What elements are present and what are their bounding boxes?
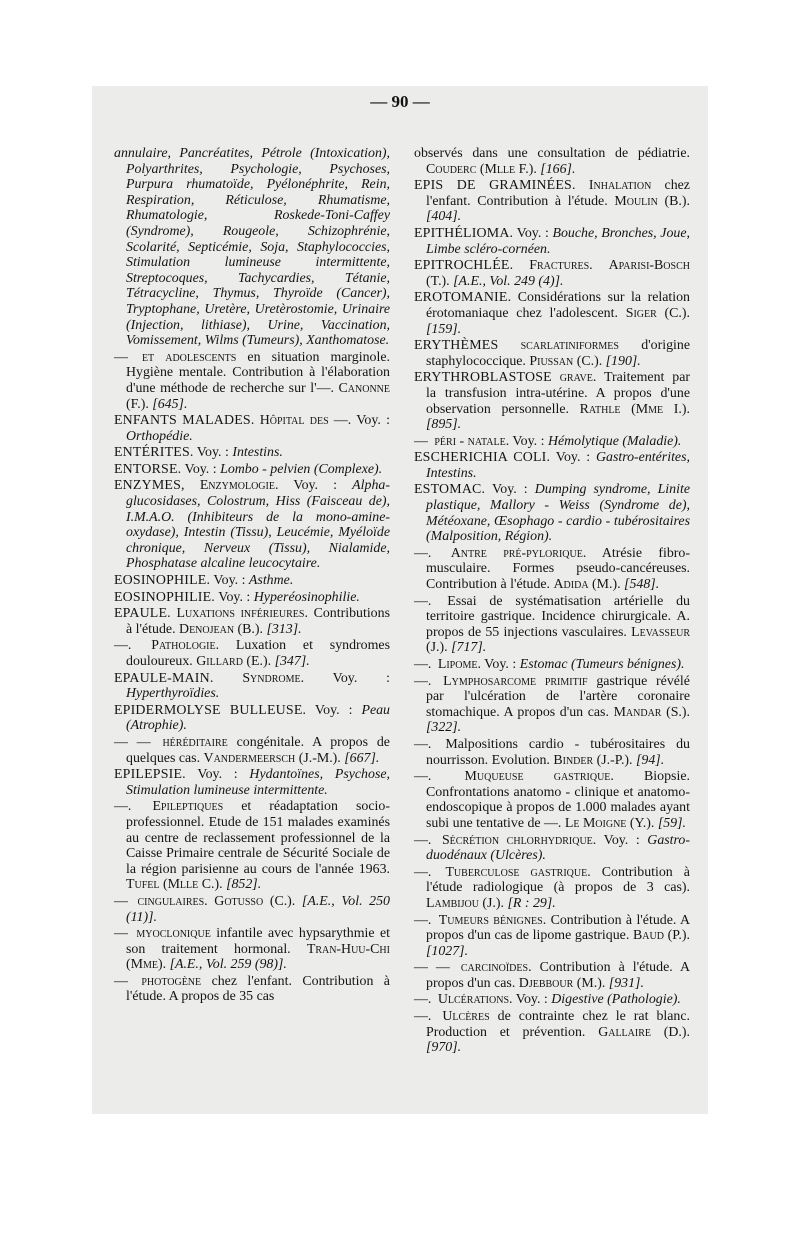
entry-italic-terms: Dumping syndrome, Linite plastique, Mallory - Weiss (Syndrome de), Météoxane, Œsophago - cardio - tubérositaires (Malposition, Région). — [426, 482, 690, 545]
entry-reference: [59]. — [657, 815, 686, 831]
entry-text: Essai de systématisation artérielle du territoire gastrique. Incidence chirurgicale. A. propos de 55 injections vasculaires. — [426, 593, 690, 640]
entry-author: Adida (M.). — [553, 577, 621, 593]
entry-dash: —. — [414, 1009, 432, 1025]
entry-reference: [313]. — [266, 621, 302, 637]
entry-italic-terms: annulaire, Pancréatites, Pétrole (Intoxication), Polyarthrites, Psychologie, Psychoses, Purpura rhumatoïde, Pyélonéphrite, Rein, Respiration, Réticulose, Rhumatisme, Rhumatologie, Roskede-Toni-Caffey (Syndrome), Rougeole, Schizophrénie, Scolarité, Septicémie, Soja, Staphylococcies, Stimulation lumineuse intermittente, Streptocoques, Tachycardies, Tétanie, Tétracycline, Thymus, Thyroïde (Cancer), Tryptophane, Uretère, Uretèrostomie, Urinaire (Injection, lithiase), Urine, Vaccination, Vomissement, Wilms (Tumeurs), Xanthomatose. — [114, 146, 390, 349]
entry-headword: EPITHÉLIOMA. — [414, 225, 514, 241]
entry-author: Baud (P.). — [632, 928, 690, 944]
entry-italic-terms: Asthme. — [248, 573, 294, 589]
left-column — [114, 146, 390, 1006]
entry-see-also: Voy. : — [516, 225, 549, 241]
entry-subheading: Lymphosarcome primitif — [443, 673, 588, 689]
entry-headword: ENTÉRITES. — [114, 445, 194, 461]
entry-reference: [A.E., Vol. 250 (11)]. — [126, 893, 390, 925]
entry-dash: —. — [414, 545, 432, 561]
index-entry — [114, 590, 390, 606]
index-entry — [114, 671, 390, 702]
entry-subheading: Tumeurs bénignes. — [438, 912, 547, 928]
entry-author: Gallaire (D.). — [598, 1024, 690, 1040]
index-entry — [414, 370, 690, 432]
index-entry — [414, 338, 690, 369]
entry-dash: — — [114, 926, 128, 942]
index-entry — [414, 178, 690, 225]
entry-see-also: Voy. : — [515, 992, 548, 1008]
entry-dash: —. — [414, 736, 432, 752]
entry-headword: EPAULE. — [114, 606, 171, 622]
entry-headword: ENFANTS MALADES. — [114, 413, 255, 429]
entry-subheading: Tuberculose gastrique. — [445, 864, 591, 880]
index-entry — [114, 735, 390, 766]
entry-see-also: Voy. : — [356, 413, 390, 429]
entry-text: Considérations sur la relation érotomaniaque chez l'adolescent. — [426, 290, 690, 321]
entry-subheading: Lipome. — [437, 657, 481, 672]
entry-text: et réadaptation socio-professionnel. Etude de 151 malades examinés au centre de reclassement professionnel de la Caisse Primaire centrale de Sécurité Sociale de la région parisienne au cours de l'année 1963. — [126, 799, 390, 877]
entry-reference: [645]. — [152, 396, 188, 412]
entry-author: Le Moigne (Y.). — [564, 815, 655, 831]
index-entry — [114, 350, 390, 412]
entry-headword: EPIDERMOLYSE BULLEUSE. — [114, 702, 307, 718]
entry-italic-terms: Hydantoïnes, Psychose, Stimulation lumineuse intermittente. — [126, 767, 390, 798]
entry-reference: [1027]. — [426, 943, 469, 959]
index-entry — [114, 894, 390, 925]
entry-text: Malpositions cardio - tubérositaires du nourrisson. Evolution. — [426, 736, 690, 768]
entry-text: Biopsie. Confrontations anatomo - clinique et anatomo-endoscopique à propos de 1.000 malades ayant subi une tentative de —. — [426, 769, 690, 831]
entry-author: Gotusso (C.). — [214, 893, 296, 909]
entry-reference: [931]. — [608, 975, 644, 991]
entry-text: Traitement par la transfusion intra-utérine. A propos d'une observation personnelle. — [426, 370, 690, 417]
entry-subheading: Sécrétion chlorhydrique. — [441, 832, 597, 848]
index-entry — [114, 974, 390, 1005]
index-entry — [414, 226, 690, 257]
entry-reference: [166]. — [540, 161, 576, 177]
index-entry — [114, 573, 390, 589]
entry-headword: ERYTHÈMES — [414, 338, 499, 354]
entry-text: gastrique révélé par l'ulcération de l'artère coronaire stomachique. A propos d'un cas. — [426, 673, 690, 720]
entry-see-also: Voy. : — [218, 589, 251, 605]
entry-subheading: Epileptiques — [152, 799, 224, 815]
entry-author: Denojean (B.). — [179, 621, 264, 637]
entry-subheading: Inhalation — [588, 178, 652, 194]
entry-reference: [548]. — [624, 577, 660, 593]
entry-dash: —. — [414, 673, 432, 689]
entry-subheading: héréditaire — [162, 734, 228, 750]
entry-italic-terms: Bouche, Bronches, Joue, Limbe scléro-cornéen. — [426, 225, 690, 257]
entry-headword: ENTORSE. — [114, 461, 182, 477]
entry-see-also: Voy. : — [555, 450, 591, 466]
entry-headword: EPIS DE GRAMINÉES. — [414, 178, 576, 194]
index-entry — [114, 799, 390, 893]
index-entry — [114, 462, 390, 478]
entry-text: chez l'enfant. Contribution à l'étude. A propos de 35 cas — [126, 973, 390, 1005]
entry-see-also: Voy. : — [332, 670, 390, 686]
entry-reference: [667]. — [344, 750, 380, 766]
entry-see-also: Voy. : — [197, 767, 238, 783]
entry-dash: — — [414, 433, 428, 449]
entry-subheading: photogène — [141, 973, 202, 989]
entry-reference: [A.E., Vol. 249 (4)]. — [453, 273, 564, 289]
entry-italic-terms: Peau (Atrophie). — [126, 702, 390, 734]
index-entry — [114, 445, 390, 461]
entry-see-also: Voy. : — [484, 657, 517, 672]
right-column — [414, 146, 690, 1057]
entry-author: Mandar (S.). — [613, 704, 690, 720]
entry-headword: ESCHERICHIA COLI. — [414, 450, 551, 466]
entry-subheading: Luxations inférieures. — [176, 606, 308, 622]
index-entry — [414, 960, 690, 991]
index-entry — [414, 594, 690, 656]
entry-italic-terms: Orthopédie. — [126, 428, 193, 444]
entry-reference: [895]. — [426, 417, 462, 433]
entry-subheading: Fractures. — [529, 258, 593, 274]
entry-italic-terms: Digestive (Pathologie). — [551, 992, 681, 1008]
entry-dash: — — — [114, 734, 151, 750]
entry-subheading: Syndrome. — [242, 670, 305, 686]
entry-italic-terms: Intestins. — [232, 445, 283, 461]
entry-see-also: Voy. : — [293, 478, 338, 494]
index-entry — [414, 674, 690, 736]
entry-headword: EPITROCHLÉE. — [414, 258, 514, 274]
entry-italic-terms: Gastro-entérites, Intestins. — [426, 450, 690, 481]
entry-dash: — — [114, 349, 128, 365]
entry-author: Rathle (Mme I.). — [579, 401, 690, 417]
index-entry — [414, 865, 690, 912]
entry-author: Piussan (C.). — [529, 353, 603, 369]
entry-subheading: Ulcères — [442, 1009, 490, 1025]
entry-text: infantile avec hypsarythmie et son traitement hormonal. — [126, 926, 391, 957]
index-entry — [414, 833, 690, 864]
entry-see-also: Voy. : — [603, 832, 640, 848]
entry-italic-terms: Hyperéosinophilie. — [253, 589, 360, 605]
index-entry — [114, 146, 390, 349]
index-entry — [414, 737, 690, 768]
entry-subheading: Pathologie. — [151, 638, 220, 654]
index-entry — [414, 482, 690, 544]
index-entry — [114, 413, 390, 444]
entry-dash: —. — [114, 638, 132, 654]
entry-italic-terms: Hyperthyroïdies. — [126, 686, 220, 702]
entry-subheading: et adolescents — [141, 349, 237, 365]
entry-reference: [159]. — [426, 321, 462, 337]
entry-subheading: Hôpital des —. — [259, 413, 352, 429]
page-number: — 90 — — [370, 92, 430, 111]
index-entry — [114, 478, 390, 572]
entry-text: Contribution à l'étude. A propos d'un cas. — [426, 960, 690, 991]
index-entry — [414, 657, 690, 673]
entry-italic-terms: Alpha-glucosidases, Colostrum, Hiss (Faisceau de), I.M.A.O. (Inhibiteurs de la mono-amine-oxydase), Intestin (Tissu), Leucémie, Myéloïde chronique, Nerveux (Tissu), Nialamide, Phosphatase alcaline leucocytaire. — [126, 478, 390, 572]
entry-author: Levasseur (J.). — [426, 624, 690, 656]
entry-dash: —. — [414, 864, 432, 880]
entry-text: Luxation et syndromes douloureux. — [126, 638, 390, 669]
entry-subheading: grave. — [559, 370, 597, 386]
entry-headword: EOSINOPHILIE. — [114, 589, 215, 605]
index-entry — [414, 258, 690, 289]
entry-see-also: Voy. : — [184, 461, 217, 477]
entry-headword: EPAULE-MAIN. — [114, 670, 214, 686]
entry-subheading: Ulcérations. — [437, 992, 513, 1008]
entry-author: Moulin (B.). — [614, 193, 690, 209]
entry-author: Gillard (E.). — [196, 654, 272, 669]
index-entry — [414, 290, 690, 337]
entry-headword: EOSINOPHILE. — [114, 573, 211, 589]
entry-reference: [A.E., Vol. 259 (98)]. — [169, 957, 287, 973]
entry-author: Djebbour (M.). — [518, 975, 606, 991]
entry-reference: [347]. — [274, 654, 310, 669]
entry-dash: —. — [414, 992, 432, 1008]
entry-reference: [717]. — [451, 640, 487, 656]
entry-italic-terms: Lombo - pelvien (Complexe). — [220, 461, 383, 477]
entry-author: Lambijou (J.). — [426, 895, 505, 911]
index-entry — [114, 703, 390, 734]
entry-headword: ERYTHROBLASTOSE — [414, 370, 552, 386]
entry-text: congénitale. A propos de quelques cas. — [126, 734, 390, 766]
index-entry — [414, 450, 690, 481]
index-entry — [414, 769, 690, 831]
entry-italic-terms: Gastro-duodénaux (Ulcères). — [426, 832, 690, 864]
entry-subheading: Muqueuse gastrique. — [464, 769, 614, 785]
entry-text: Contributions à l'étude. — [126, 606, 390, 637]
index-entry — [414, 546, 690, 593]
entry-see-also: Voy. : — [512, 433, 545, 449]
index-entry — [414, 913, 690, 960]
entry-dash: —. — [414, 657, 432, 672]
entry-subheading: myoclonique — [136, 926, 211, 942]
entry-dash: — — [114, 893, 128, 909]
entry-headword: EROTOMANIE. — [414, 290, 512, 306]
entry-reference: [970]. — [426, 1040, 462, 1056]
entry-text: Contribution à l'étude. A propos d'un cas de lipome gastrique. — [426, 912, 690, 944]
index-entry — [114, 606, 390, 637]
entry-text: en situation marginole. Hygiène mentale. Contribution à l'élaboration d'une méthode de recherche sur l'—. — [126, 349, 390, 396]
index-entry — [414, 146, 690, 177]
entry-see-also: Voy. : — [213, 573, 246, 589]
entry-see-also: Voy. : — [196, 445, 229, 461]
entry-subheading: Antre pré-pylorique. — [450, 545, 587, 561]
entry-dash: — — [114, 973, 128, 989]
entry-italic-terms: Hémolytique (Maladie). — [547, 433, 682, 449]
entry-reference: [R : 29]. — [507, 895, 556, 911]
entry-dash: —. — [414, 769, 432, 785]
entry-text: chez l'enfant. Contribution à l'étude. — [426, 178, 690, 209]
index-entry — [414, 992, 690, 1008]
index-entry — [414, 434, 690, 450]
entry-author: Tran-Huu-Chi (Mme). — [126, 941, 390, 973]
entry-dash: —. — [414, 832, 432, 848]
entry-author: Tufel (Mlle C.). — [126, 877, 223, 893]
index-entry — [114, 638, 390, 669]
entry-reference: [190]. — [605, 353, 641, 369]
index-entry — [114, 926, 390, 973]
entry-subheading: carcinoïdes. — [460, 960, 532, 976]
entry-reference: [404]. — [426, 209, 462, 225]
entry-see-also: Voy. : — [314, 702, 353, 718]
entry-reference: [94]. — [636, 752, 665, 768]
entry-reference: [322]. — [426, 720, 462, 736]
entry-reference: [852]. — [226, 877, 262, 893]
entry-see-also: Voy. : — [492, 482, 528, 498]
entry-text: de contrainte chez le rat blanc. Production et prévention. — [426, 1009, 690, 1040]
entry-text: d'origine staphylococcique. — [426, 338, 690, 369]
entry-italic-terms: Estomac (Tumeurs bénignes). — [519, 657, 685, 672]
entry-headword: ESTOMAC. — [414, 482, 486, 498]
entry-author: Siger (C.). — [625, 305, 690, 321]
entry-dash: —. — [414, 912, 432, 928]
entry-text: observés dans une consultation de pédiatrie. — [414, 146, 690, 161]
entry-text: Contribution à l'étude radiologique (à propos de 3 cas). — [426, 864, 690, 896]
entry-subheading: scarlatiniformes — [520, 338, 619, 354]
entry-author: Canonne (F.). — [126, 380, 390, 412]
entry-subheading: cingulaires. — [137, 893, 208, 909]
entry-subheading: Enzymologie. — [199, 478, 279, 494]
entry-dash: —. — [114, 799, 132, 815]
index-entry — [114, 767, 390, 798]
entry-dash: — — — [414, 960, 450, 976]
index-entry — [414, 1009, 690, 1056]
entry-author: Binder (J.-P.). — [553, 752, 633, 768]
entry-headword: ENZYMES, — [114, 478, 185, 494]
entry-author: Aparisi-Bosch (T.). — [426, 258, 690, 289]
entry-author: Couderc (Mlle F.). — [426, 161, 537, 177]
entry-subheading: péri - natale. — [434, 433, 510, 449]
entry-dash: —. — [414, 593, 432, 609]
entry-headword: EPILEPSIE. — [114, 767, 186, 783]
entry-text: Atrésie fibro-musculaire. Formes pseudo-cancéreuses. Contribution à l'étude. — [426, 545, 690, 593]
index-page — [92, 86, 708, 1114]
entry-author: Vandermeersch (J.-M.). — [203, 750, 341, 766]
